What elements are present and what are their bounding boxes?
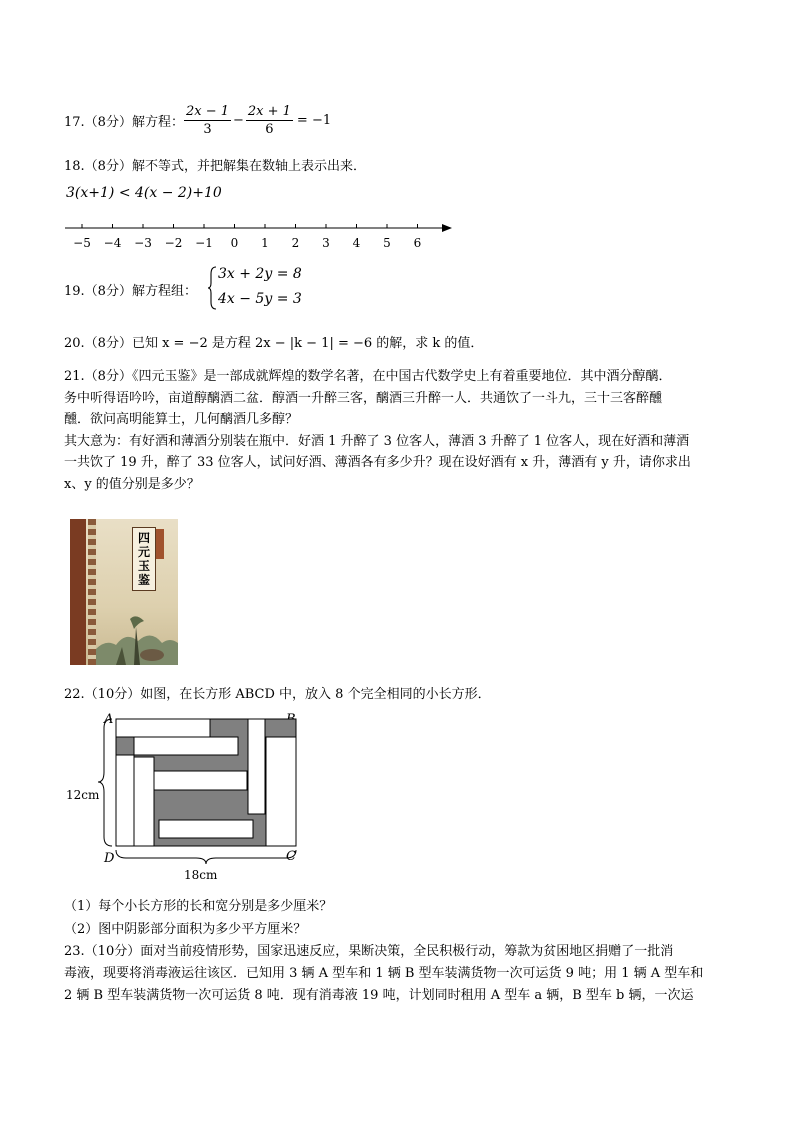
width-brace-icon	[116, 850, 296, 864]
number-line-tick-label: 0	[230, 236, 239, 250]
q23-line: 毒液，现要将消毒液运往该区．已知用 3 辆 A 型车和 1 辆 B 型车装满货物一次可运货 9 吨；用 1 辆 A 型车和	[64, 966, 704, 981]
question-17	[64, 103, 331, 137]
q17-frac1-numerator: 2x − 1	[185, 103, 229, 119]
q17-minus: −	[232, 112, 244, 128]
q17-frac1-denominator: 3	[203, 121, 212, 137]
small-rectangle	[159, 820, 253, 838]
question-18-inequality: 3(x+1) < 4(x − 2)+10	[66, 185, 222, 201]
width-label: 18cm	[184, 868, 218, 882]
book-cover-image	[70, 519, 178, 665]
q21-line: 其大意为：有好酒和薄酒分别装在瓶中．好酒 1 升醉了 3 位客人，薄酒 3 升醉了 1 位客人，现在好酒和薄酒	[64, 433, 690, 449]
book-title-char: 玉	[137, 559, 150, 573]
q21-line: 21.（8分）《四元玉鉴》是一部成就辉煌的数学名著，在中国古代数学史上有着重要地位．其中酒分醇醨．	[64, 369, 672, 384]
small-rectangle	[116, 719, 210, 737]
height-label: 12cm	[66, 788, 100, 802]
q17-rhs: = −1	[296, 112, 332, 128]
number-line-tick-label: −4	[103, 236, 122, 250]
question-23	[64, 941, 703, 1007]
book-landscape-image	[96, 609, 178, 665]
number-line-tick-label: −5	[73, 236, 91, 250]
book-border-pattern	[88, 519, 96, 665]
q21-line: 务中听得语吟吟，亩道醇醨酒二盆．醇酒一升醉三客，醨酒三升醉一人．共通饮了一斗九，三十三客醉醺	[64, 390, 663, 406]
book-title-panel	[132, 527, 156, 591]
book-title-char: 鉴	[137, 573, 150, 587]
q17-frac2-denominator: 6	[265, 121, 274, 137]
q17-prefix: 17.（8分）解方程：	[64, 114, 184, 130]
number-line-tick-label: 4	[352, 236, 361, 250]
corner-label-c: C	[286, 849, 296, 864]
height-brace-icon	[98, 719, 112, 846]
q23-line: 2 辆 B 型车装满货物一次可运货 8 吨．现有消毒液 19 吨，计划同时租用 A 型车 a 辆，B 型车 b 辆，一次运	[64, 988, 694, 1003]
question-19-prompt: 19.（8分）解方程组：	[64, 284, 197, 299]
number-line	[60, 220, 460, 254]
small-rectangle	[134, 757, 154, 846]
question-21	[64, 366, 691, 495]
q19-equation-1: 3x + 2y = 8	[218, 266, 302, 282]
q22-subquestion-1: （1）每个小长方形的长和宽分别是多少厘米？	[64, 899, 333, 914]
q21-line: 醺．欲问高明能算士，几何醨酒几多醇？	[64, 412, 299, 427]
small-rectangle	[248, 719, 265, 814]
q23-line: 23.（10分）面对当前疫情形势，国家迅速反应，果断决策，全民积极行动，筹款为贫困地区捐赠了一批消	[64, 944, 674, 959]
small-rectangle	[116, 755, 134, 846]
q17-fraction-2	[246, 104, 293, 137]
small-rectangle	[154, 771, 247, 790]
rectangle-abcd-figure	[64, 710, 314, 885]
small-rectangle	[134, 737, 238, 755]
small-rectangle	[266, 737, 296, 846]
number-line-tick-label: 5	[383, 236, 391, 250]
q19-equation-2: 4x − 5y = 3	[218, 291, 302, 307]
rectangle-diagram	[64, 710, 314, 885]
question-18-prompt: 18.（8分）解不等式，并把解集在数轴上表示出来．	[64, 159, 366, 174]
q21-line: 一共饮了 19 升，醉了 33 位客人，试问好酒、薄酒各有多少升？现在设好酒有 x 升，薄酒有 y 升，请你求出	[64, 455, 691, 470]
number-line-tick-label: −1	[195, 236, 213, 250]
q17-fraction-1	[184, 104, 231, 137]
q21-line: x、y 的值分别是多少？	[64, 476, 200, 492]
corner-label-a: A	[104, 712, 114, 727]
corner-label-d: D	[104, 851, 115, 866]
q22-subquestion-2: （2）图中阴影部分面积为多少平方厘米？	[64, 922, 307, 937]
book-spine-pattern	[70, 519, 86, 665]
book-title-char: 四	[137, 531, 150, 545]
number-line-tick-label: −2	[164, 236, 183, 250]
number-line-arrow-icon	[442, 224, 452, 232]
book-title-char: 元	[137, 545, 150, 559]
number-line-tick-label: 6	[413, 236, 422, 250]
number-line-tick-label: 2	[291, 236, 300, 250]
q19-brace-icon	[207, 266, 217, 310]
question-20: 20.（8分）已知 x = −2 是方程 2x − |k − 1| = −6 的解，求 k 的值．	[64, 336, 484, 351]
book-series-label	[156, 529, 164, 559]
number-line-tick-label: −3	[134, 236, 152, 250]
number-line-tick-label: 3	[322, 236, 330, 250]
q17-frac2-numerator: 2x + 1	[247, 103, 291, 119]
number-line-tick-label: 1	[261, 236, 269, 250]
question-22-prompt: 22.（10分）如图，在长方形 ABCD 中，放入 8 个完全相同的小长方形．	[64, 687, 491, 702]
